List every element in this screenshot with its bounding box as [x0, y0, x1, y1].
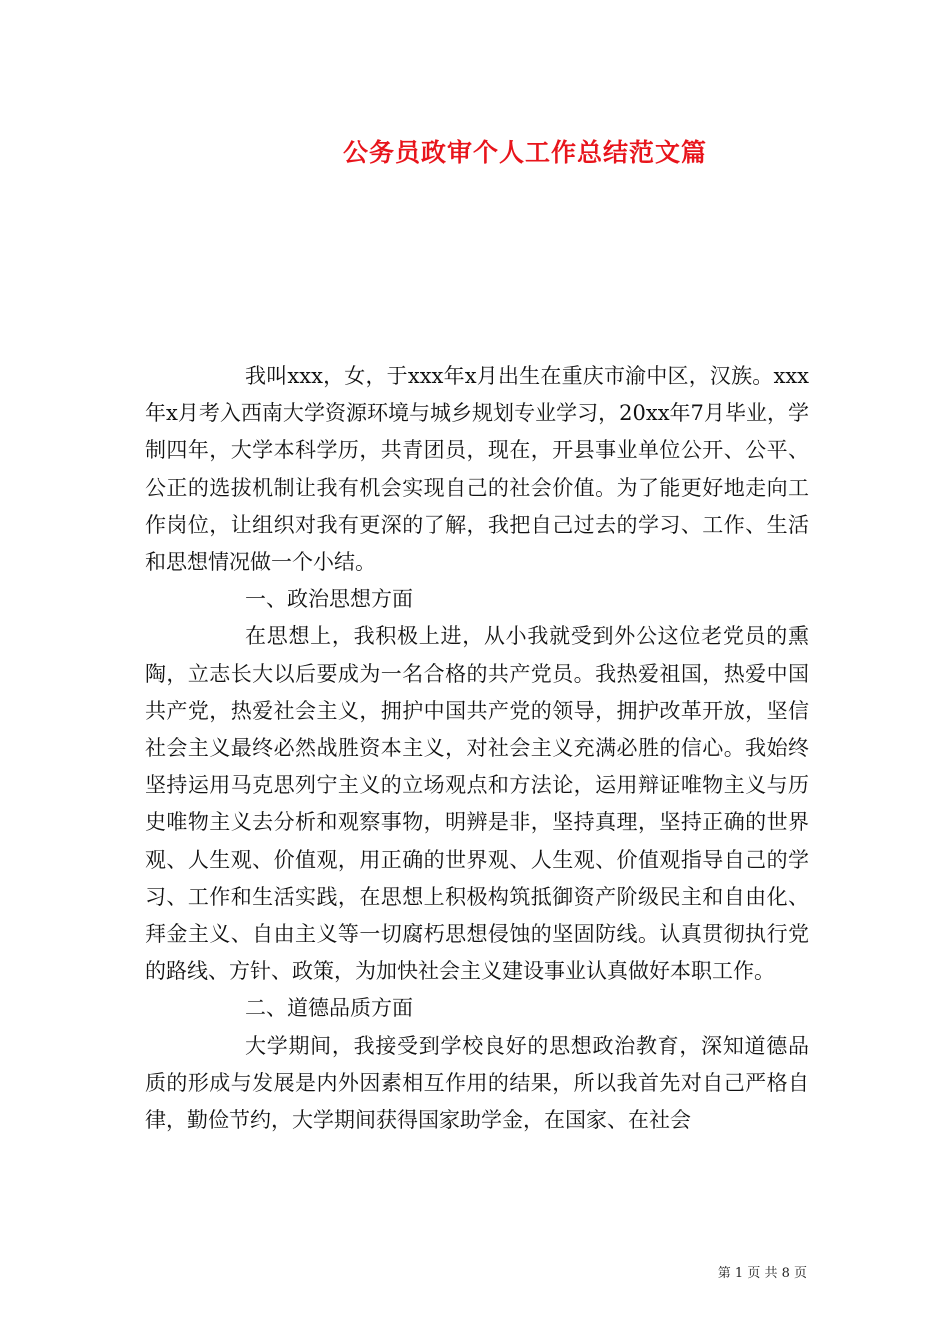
page-number-footer: 第 1 页 共 8 页: [717, 1266, 807, 1281]
section-heading-political: 一、政治思想方面: [245, 587, 413, 612]
document-title: 公务员政审个人工作总结范文篇: [342, 138, 707, 167]
document-body: [145, 358, 809, 1139]
intro-paragraph: 我叫xxx，女，于xxx年x月出生在重庆市渝中区，汉族。xxx年x月考入西南大学资源环境与城乡规划专业学习，20xx年7月毕业，学制四年，大学本科学历，共青团员，现在，开县事业单位公开、公平、公正的选拔机制让我有机会实现自己的社会价值。为了能更好地走向工作岗位，让组织对我有更深的了解，我把自己过去的学习、工作、生活和思想情况做一个小结。: [145, 364, 809, 575]
section-heading-moral: 二、道德品质方面: [245, 996, 413, 1021]
political-paragraph: 在思想上，我积极上进，从小我就受到外公这位老党员的熏陶，立志长大以后要成为一名合格的共产党员。我热爱祖国，热爱中国共产党，热爱社会主义，拥护中国共产党的领导，拥护改革开放，坚信社会主义最终必然战胜资本主义，对社会主义充满必胜的信心。我始终坚持运用马克思列宁主义的立场观点和方法论，运用辩证唯物主义与历史唯物主义去分析和观察事物，明辨是非，坚持真理，坚持正确的世界观、人生观、价值观，用正确的世界观、人生观、价值观指导自己的学习、工作和生活实践，在思想上积极构筑抵御资产阶级民主和自由化、拜金主义、自由主义等一切腐朽思想侵蚀的坚固防线。认真贯彻执行党的路线、方针、政策，为加快社会主义建设事业认真做好本职工作。: [145, 624, 809, 984]
moral-paragraph: 大学期间，我接受到学校良好的思想政治教育，深知道德品质的形成与发展是内外因素相互作用的结果，所以我首先对自己严格自律，勤俭节约，大学期间获得国家助学金，在国家、在社会: [145, 1033, 809, 1133]
